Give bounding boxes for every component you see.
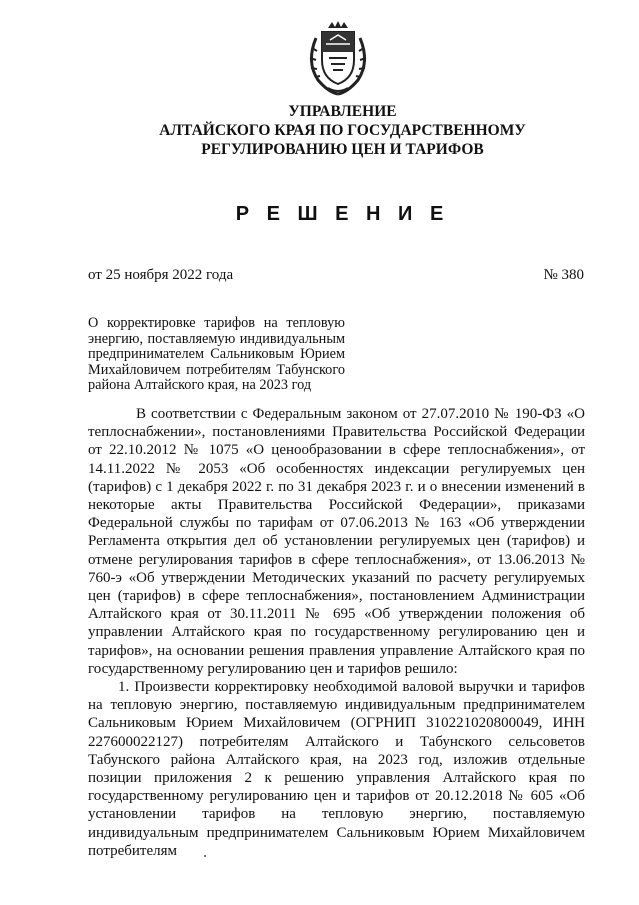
scan-speck <box>204 855 206 857</box>
org-line-1: УПРАВЛЕНИЕ <box>288 103 397 120</box>
intro-paragraph: В соответствии с Федеральным законом от 27.07.2010 № 190-ФЗ «О теплоснабжении», постановлениями Правительства Российской Федерации от 22.10.2012 № 1075 «О ценообразовании в сфере теплоснабжения», от 14.11.2022 № 2053 «Об особенностях индексации регулируемых цен (тарифов) с 1 декабря 2022 г. по 31 декабря 2023 г. и о внесении изменений в некоторые акты Правительства Российской Федерации», приказами Федеральной службы по тарифам от 07.06.2013 № 163 «Об утверждении Регламента открытия дел об установлении регулируемых цен (тарифов) и отмене регулирования тарифов в сфере теплоснабжения», от 13.06.2013 № 760-э «Об утверждении Методических указаний по расчету регулируемых цен (тарифов) в сфере теплоснабжения», постановлением Администрации Алтайского края от 30.11.2011 № 695 «Об утверждении положения об управлении Алтайского края по государственному регулированию цен и тарифов», на основании решения правления управление Алтайского края по государственному регулированию цен и тарифов решило: <box>88 406 585 677</box>
org-line-2: АЛТАЙСКОГО КРАЯ ПО ГОСУДАРСТВЕННОМУ <box>159 122 526 139</box>
document-title: Р Е Ш Е Н И Е <box>235 203 450 225</box>
document-number: № 380 <box>543 267 584 283</box>
organization-name <box>60 102 625 159</box>
document-subject: О корректировке тарифов на тепловую энергию, поставляемую индивидуальным предпринимателем Сальниковым Юрием Михайловичем потребителям Табунского района Алтайского края, на 2023 год <box>88 315 345 393</box>
document-body <box>88 405 585 860</box>
coat-of-arms-icon <box>302 18 374 98</box>
document-date: от 25 ноября 2022 года <box>88 267 234 283</box>
org-line-3: РЕГУЛИРОВАНИЮ ЦЕН И ТАРИФОВ <box>201 141 484 158</box>
item-1-paragraph: 1. Произвести корректировку необходимой валовой выручки и тарифов на тепловую энергию, поставляемую индивидуальным предпринимателем Сальниковым Юрием Михайловичем (ОГРНИП 310221020800049, ИНН 227600022127) потребителям Алтайского и Табунского сельсоветов Табунского района Алтайского края, на 2023 год, изложив отдельные позиции приложения 2 к решению управления Алтайского края по государственному регулированию цен и тарифов от 20.12.2018 № 605 «Об установлении тарифов на тепловую энергию, поставляемую индивидуальным предпринимателем Сальниковым Юрием Михайловичем потребителям <box>88 679 585 859</box>
